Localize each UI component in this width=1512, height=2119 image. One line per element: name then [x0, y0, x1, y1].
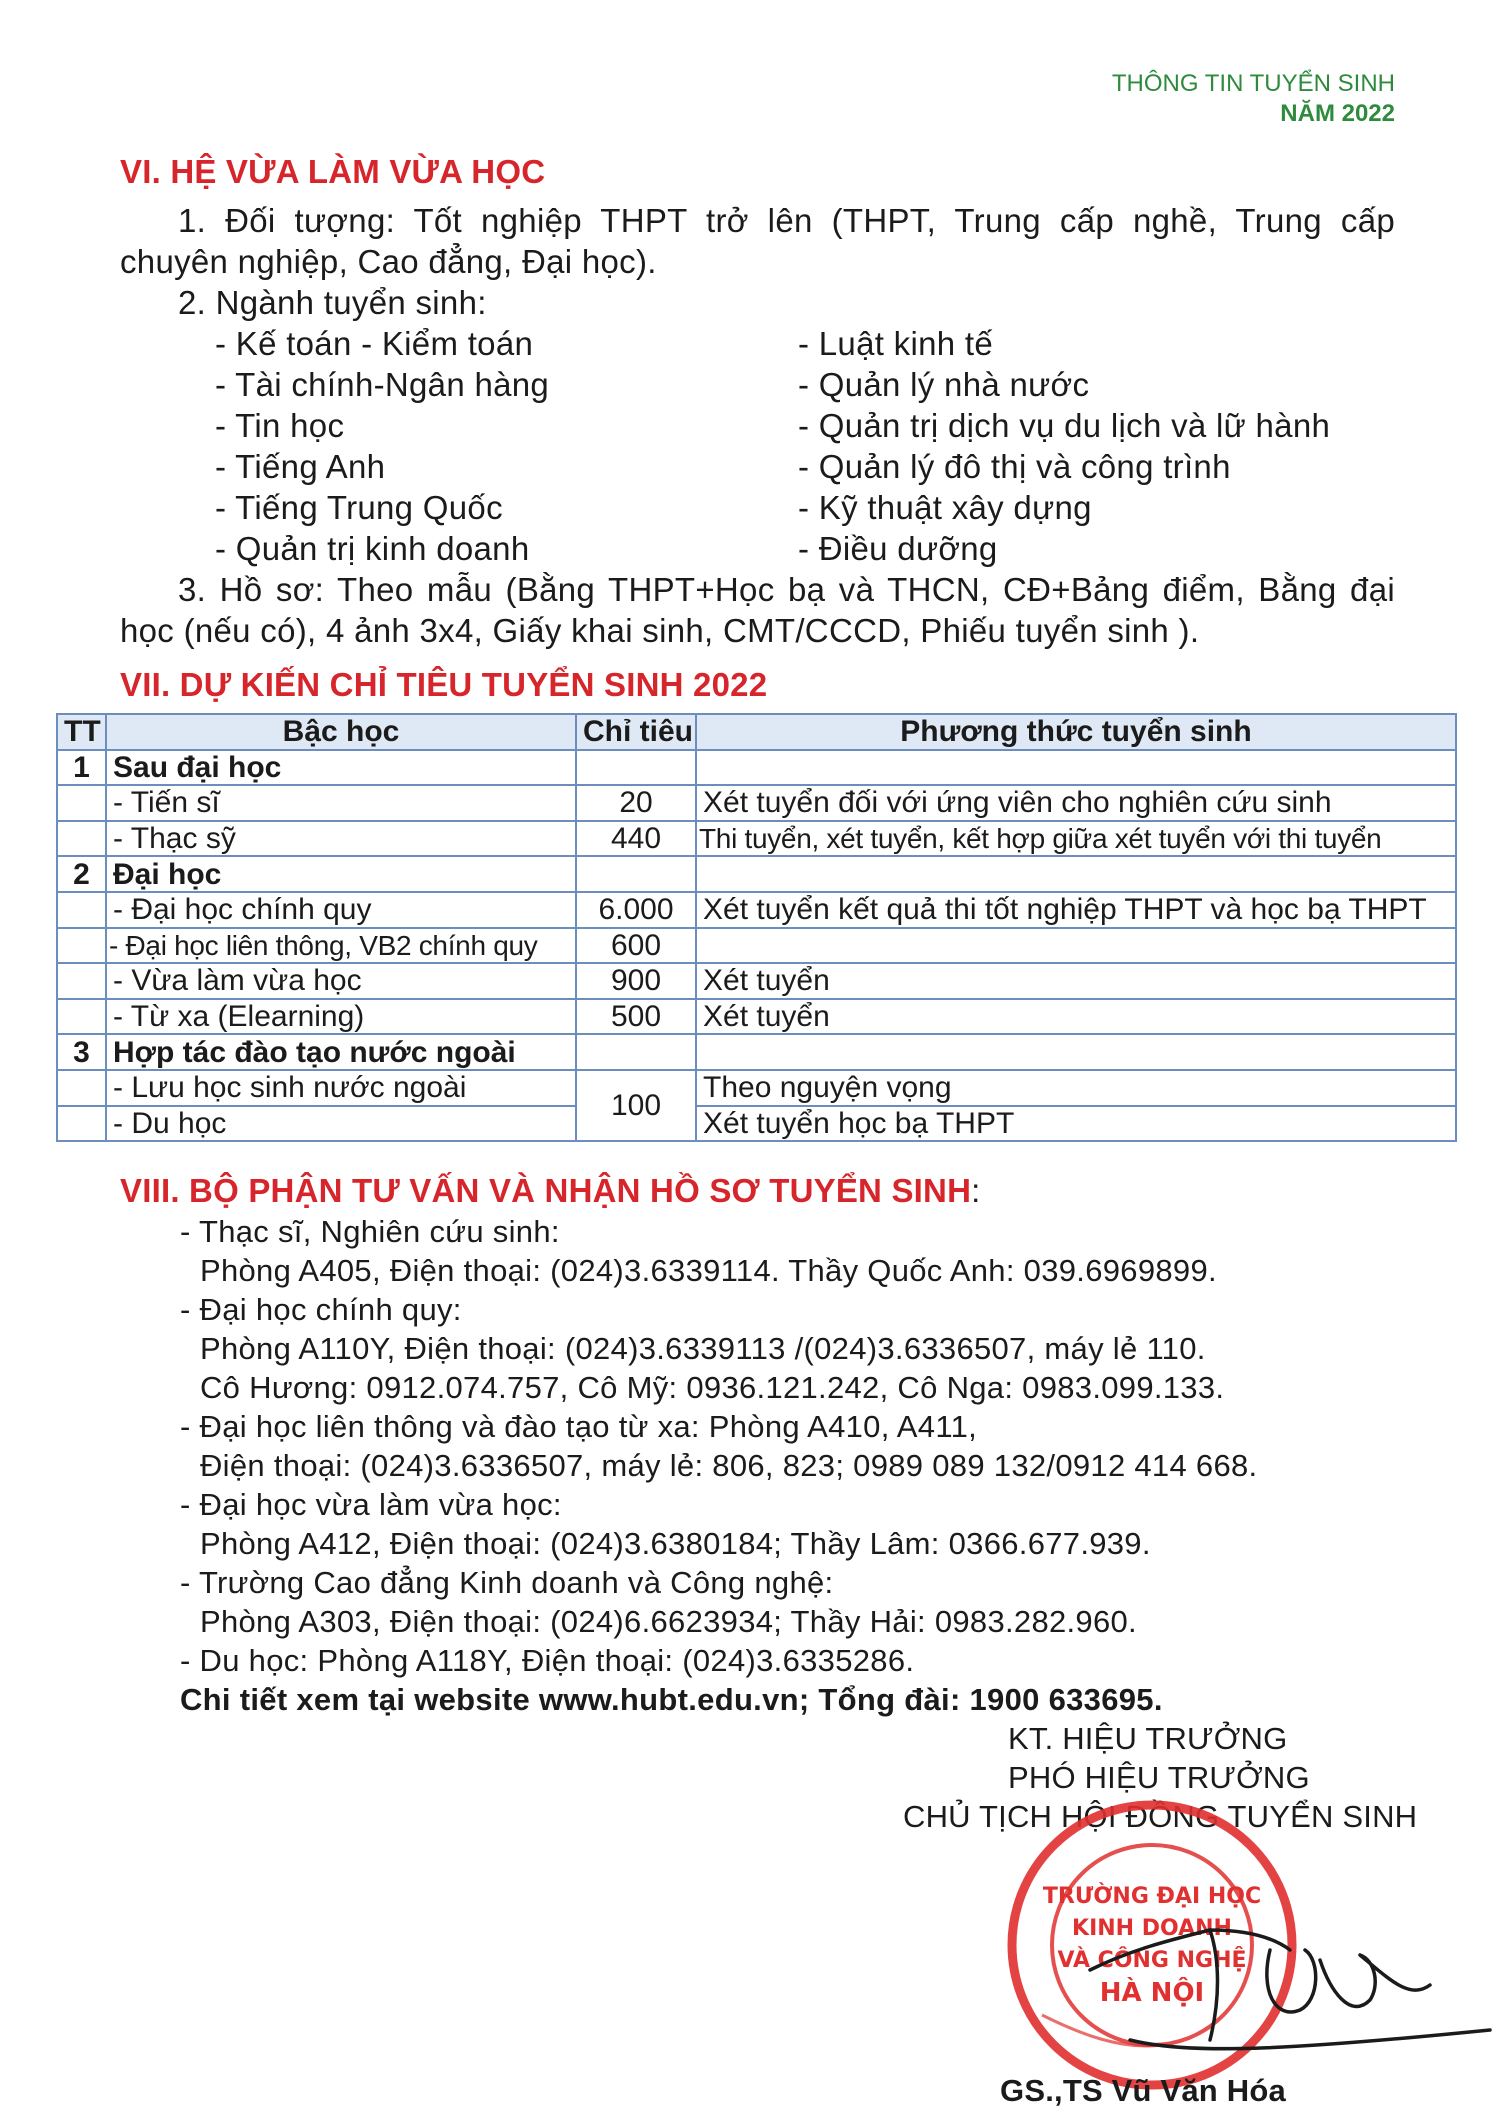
row-quota: [576, 856, 696, 892]
row-method: Xét tuyển học bạ THPT: [696, 1106, 1456, 1142]
contact-line: Phòng A405, Điện thoại: (024)3.6339114. Thầy Quốc Anh: 039.6969899.: [200, 1253, 1217, 1288]
table-row: [57, 928, 1456, 964]
row-level: - Đại học liên thông, VB2 chính quy: [106, 928, 576, 964]
documents-line-1: 3. Hồ sơ: Theo mẫu (Bằng THPT+Học bạ và THCN, CĐ+Bảng điểm, Bằng đại: [178, 571, 1395, 608]
row-method: [696, 928, 1456, 964]
seal-text: TRƯỜNG ĐẠI HỌC: [1042, 1884, 1262, 1909]
header-title: THÔNG TIN TUYỂN SINH: [1111, 70, 1395, 97]
contact-line: Phòng A303, Điện thoại: (024)6.6623934; Thầy Hải: 0983.282.960.: [200, 1604, 1137, 1639]
row-quota: 900: [576, 963, 696, 999]
major-right: - Luật kinh tế: [798, 325, 993, 362]
contact-line: Điện thoại: (024)3.6336507, máy lẻ: 806, 823; 0989 089 132/0912 414 668.: [200, 1448, 1258, 1483]
col-header-quota: Chỉ tiêu: [576, 714, 696, 750]
row-level: - Từ xa (Elearning): [106, 999, 576, 1035]
row-level: - Lưu học sinh nước ngoài: [106, 1070, 576, 1106]
row-level: - Đại học chính quy: [106, 892, 576, 928]
contact-line: - Thạc sĩ, Nghiên cứu sinh:: [180, 1214, 560, 1249]
row-number: 2: [57, 856, 106, 892]
table-row: [57, 999, 1456, 1035]
contact-line: - Đại học liên thông và đào tạo từ xa: Phòng A410, A411,: [180, 1409, 978, 1444]
table-row: [57, 892, 1456, 928]
row-method: Xét tuyển: [696, 999, 1456, 1035]
table-header-row: [57, 714, 1456, 750]
contact-line: - Du học: Phòng A118Y, Điện thoại: (024)3.6335286.: [180, 1643, 915, 1678]
signer-name: GS.,TS Vũ Văn Hóa: [1000, 2073, 1286, 2108]
documents-line-2: học (nếu có), 4 ảnh 3x4, Giấy khai sinh, CMT/CCCD, Phiếu tuyển sinh ).: [120, 612, 1200, 649]
contact-line: Phòng A412, Điện thoại: (024)3.6380184; Thầy Lâm: 0366.677.939.: [200, 1526, 1151, 1561]
seal-text: KINH DOANH: [1072, 1916, 1232, 1941]
row-method: [696, 856, 1456, 892]
website-line: Chi tiết xem tại website www.hubt.edu.vn; Tổng đài: 1900 633695.: [180, 1682, 1163, 1717]
contact-line: Cô Hương: 0912.074.757, Cô Mỹ: 0936.121.242, Cô Nga: 0983.099.133.: [200, 1370, 1225, 1405]
row-quota: 600: [576, 928, 696, 964]
header-year: NĂM 2022: [1280, 100, 1395, 127]
major-right: - Kỹ thuật xây dựng: [798, 489, 1092, 526]
col-header-level: Bậc học: [106, 714, 576, 750]
row-level: - Tiến sĩ: [106, 785, 576, 821]
row-number: 3: [57, 1034, 106, 1070]
major-right: - Quản trị dịch vụ du lịch và lữ hành: [798, 407, 1331, 444]
eligibility-line-2: chuyên nghiệp, Cao đẳng, Đại học).: [120, 243, 657, 280]
major-right: - Điều dưỡng: [798, 530, 998, 567]
signature-scribble: [1070, 1890, 1500, 2070]
table-row: [57, 963, 1456, 999]
signature-title-2: PHÓ HIỆU TRƯỞNG: [1008, 1760, 1310, 1795]
signature-title-3: CHỦ TỊCH HỘI ĐỒNG TUYỂN SINH: [903, 1799, 1418, 1834]
major-left: - Tin học: [215, 407, 345, 444]
row-quota: [576, 1034, 696, 1070]
row-method: Xét tuyển đối với ứng viên cho nghiên cứu sinh: [696, 785, 1456, 821]
row-number: 1: [57, 750, 106, 786]
table-row: [57, 1070, 1456, 1106]
row-method: Xét tuyển kết quả thi tốt nghiệp THPT và học bạ THPT: [696, 892, 1456, 928]
row-level: Đại học: [106, 856, 576, 892]
major-left: - Tiếng Anh: [215, 448, 386, 485]
major-left: - Quản trị kinh doanh: [215, 530, 530, 567]
section-8-title: VIII. BỘ PHẬN TƯ VẤN VÀ NHẬN HỒ SƠ TUYỂN SINH:: [120, 1172, 981, 1209]
row-quota: 500: [576, 999, 696, 1035]
table-row: [57, 785, 1456, 821]
contact-line: - Đại học chính quy:: [180, 1292, 462, 1327]
row-level: Hợp tác đào tạo nước ngoài: [106, 1034, 576, 1070]
eligibility-line-1: 1. Đối tượng: Tốt nghiệp THPT trở lên (THPT, Trung cấp nghề, Trung cấp: [178, 202, 1395, 239]
row-quota: 100: [576, 1070, 696, 1141]
table-row: [57, 821, 1456, 857]
row-method: Thi tuyển, xét tuyển, kết hợp giữa xét tuyển với thi tuyển: [696, 821, 1456, 857]
contact-line: - Trường Cao đẳng Kinh doanh và Công nghệ:: [180, 1565, 834, 1600]
row-level: - Vừa làm vừa học: [106, 963, 576, 999]
section-6-title: VI. HỆ VỪA LÀM VỪA HỌC: [120, 153, 546, 190]
table-row: [57, 1034, 1456, 1070]
seal-text: VÀ CÔNG NGHỆ: [1057, 1948, 1247, 1973]
contact-line: - Đại học vừa làm vừa học:: [180, 1487, 562, 1522]
row-method: [696, 750, 1456, 786]
major-left: - Tiếng Trung Quốc: [215, 489, 503, 526]
row-quota: 6.000: [576, 892, 696, 928]
table-row: [57, 856, 1456, 892]
row-method: Xét tuyển: [696, 963, 1456, 999]
majors-heading: 2. Ngành tuyển sinh:: [178, 284, 487, 321]
contact-line: Phòng A110Y, Điện thoại: (024)3.6339113 /(024)3.6336507, máy lẻ 110.: [200, 1331, 1206, 1366]
row-level: - Thạc sỹ: [106, 821, 576, 857]
row-level: Sau đại học: [106, 750, 576, 786]
row-quota: 20: [576, 785, 696, 821]
major-left: - Kế toán - Kiểm toán: [215, 325, 534, 362]
seal-text: HÀ NỘI: [1099, 1978, 1205, 2008]
row-quota: [576, 750, 696, 786]
table-row: [57, 1106, 1456, 1142]
signature-title-1: KT. HIỆU TRƯỞNG: [1008, 1721, 1288, 1756]
row-level: - Du học: [106, 1106, 576, 1142]
major-right: - Quản lý nhà nước: [798, 366, 1090, 403]
col-header-tt: TT: [57, 714, 106, 750]
section-7-title: VII. DỰ KIẾN CHỈ TIÊU TUYỂN SINH 2022: [120, 666, 768, 703]
row-quota: 440: [576, 821, 696, 857]
major-right: - Quản lý đô thị và công trình: [798, 448, 1231, 485]
col-header-method: Phương thức tuyển sinh: [696, 714, 1456, 750]
table-row: [57, 750, 1456, 786]
quota-table: [56, 713, 1457, 1142]
major-left: - Tài chính-Ngân hàng: [215, 366, 550, 403]
row-method: [696, 1034, 1456, 1070]
row-method: Theo nguyện vọng: [696, 1070, 1456, 1106]
